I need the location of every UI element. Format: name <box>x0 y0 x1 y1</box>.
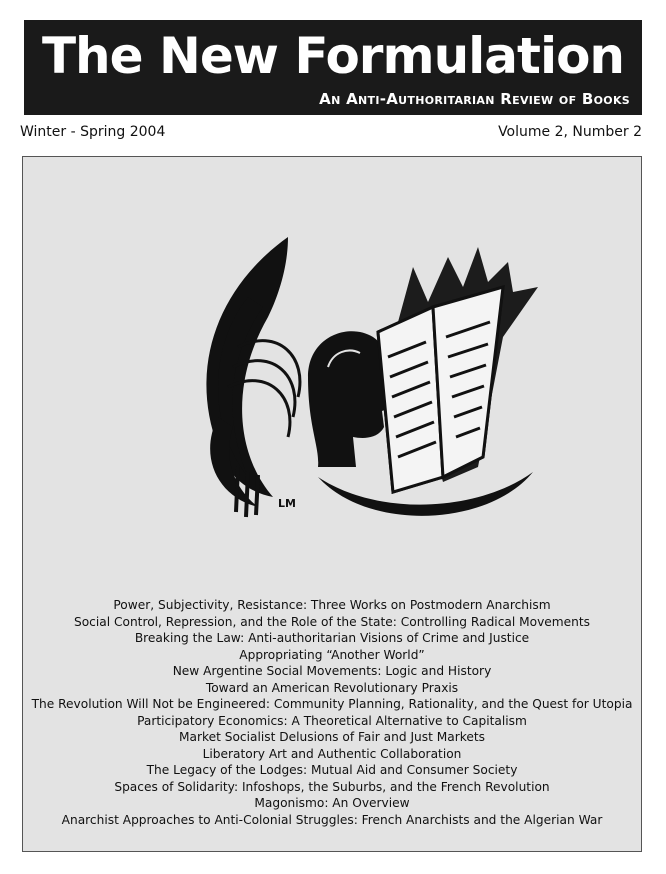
contents-item: Participatory Economics: A Theoretical Alternative to Capitalism <box>137 713 527 728</box>
artist-signature: LM <box>278 497 296 510</box>
contents-item: Social Control, Repression, and the Role of the State: Controlling Radical Movements <box>73 614 591 629</box>
contents-item: The Revolution Will Not be Engineered: Community Planning, Rationality, and the Quest for Utopia <box>31 697 633 711</box>
contents-item: Liberatory Art and Authentic Collaboration <box>202 746 462 761</box>
issue-volume: Volume 2, Number 2 <box>498 124 642 140</box>
contents-item: The Legacy of the Lodges: Mutual Aid and Consumer Society <box>146 763 518 777</box>
contents-item: Power, Subjectivity, Resistance: Three Works on Postmodern Anarchism <box>113 598 551 612</box>
contents-item: Appropriating “Another World” <box>239 647 425 662</box>
masthead <box>24 20 642 115</box>
contents-item: Breaking the Law: Anti-authoritarian Visions of Crime and Justice <box>134 631 530 645</box>
issue-date: Winter - Spring 2004 <box>20 124 166 140</box>
contents-item: Magonismo: An Overview <box>254 796 410 810</box>
contents-item: Spaces of Solidarity: Infoshops, the Suburbs, and the French Revolution <box>114 779 550 794</box>
contents-item: Anarchist Approaches to Anti-Colonial Struggles: French Anarchists and the Algerian War <box>61 812 603 827</box>
journal-title: The New Formulation <box>41 27 625 85</box>
issue-info <box>20 124 642 144</box>
cover-illustration <box>178 227 548 547</box>
journal-subtitle: An Anti-Authoritarian Review of Books <box>319 90 630 108</box>
contents-item: New Argentine Social Movements: Logic and History <box>172 664 492 678</box>
table-of-contents <box>23 597 641 828</box>
contents-item: Toward an American Revolutionary Praxis <box>205 680 459 695</box>
cover-panel <box>22 156 642 852</box>
contents-item: Market Socialist Delusions of Fair and Just Markets <box>178 730 486 744</box>
